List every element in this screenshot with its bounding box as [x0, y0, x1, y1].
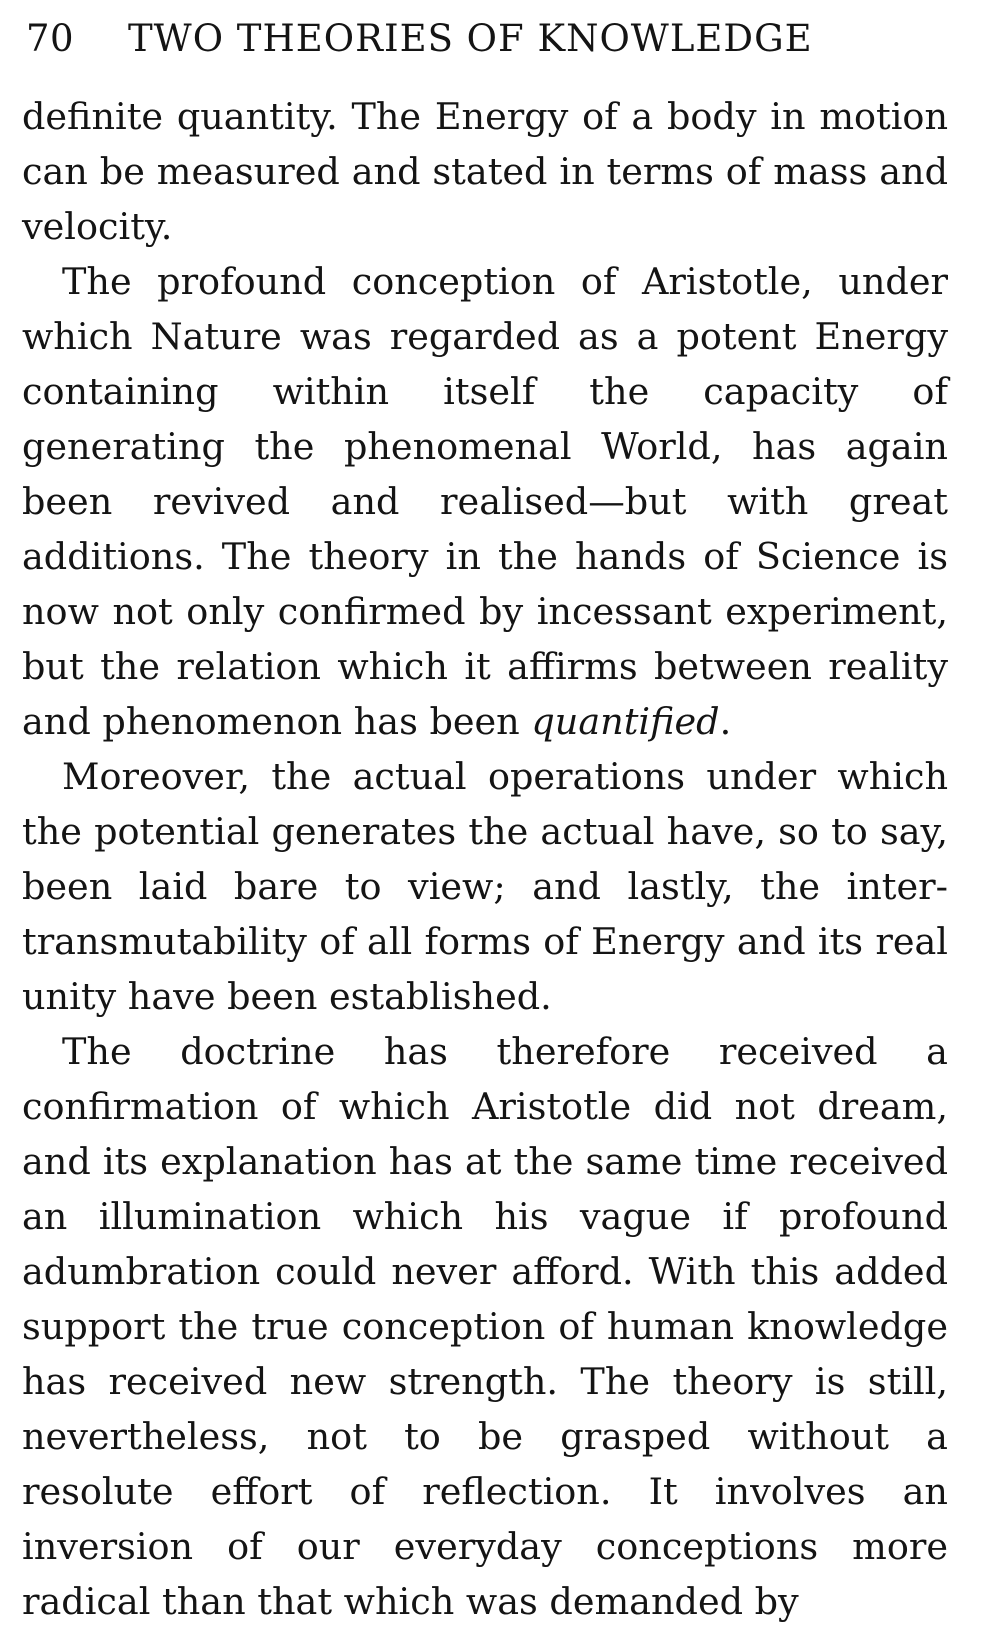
paragraph-operations: Moreover, the actual operations under which the potential generates the actual have, so to say, been laid bare to view; and lastly, the inter-transmutability of all forms of Energy and its real unity have been established. — [22, 755, 948, 1018]
running-title: TWO THEORIES OF KNOWLEDGE — [128, 17, 813, 60]
running-header — [26, 14, 926, 64]
page-number: 70 — [26, 17, 75, 60]
body-text — [22, 89, 948, 1629]
paragraph-text: The profound conception of Aristotle, under which Nature was regarded as a potent Energy containing within itself the capacity of generating the phenomenal World, has again been revived and realised—but with great additions. The theory in the hands of Science is now not only confirmed by incessant experiment, but the relation which it affirms between reality and phenomenon has been — [22, 260, 948, 743]
paragraph-doctrine: The doctrine has therefore received a confirmation of which Aristotle did not dream, and its explanation has at the same time received an illumination which his vague if profound adumbration could never afford. With this added support the true conception of human knowledge has received new strength. The theory is still, nevertheless, not to be grasped without a resolute effort of reflection. It involves an inversion of our everyday conceptions more radical than that which was demanded by — [22, 1030, 948, 1623]
emphasized-word: quantified — [531, 700, 720, 743]
paragraph-aristotle-conception — [22, 254, 948, 749]
paragraph-text-end: . — [719, 700, 732, 743]
paragraph-continuation: definite quantity. The Energy of a body in motion can be measured and stated in terms of mass and velocity. — [22, 95, 948, 248]
